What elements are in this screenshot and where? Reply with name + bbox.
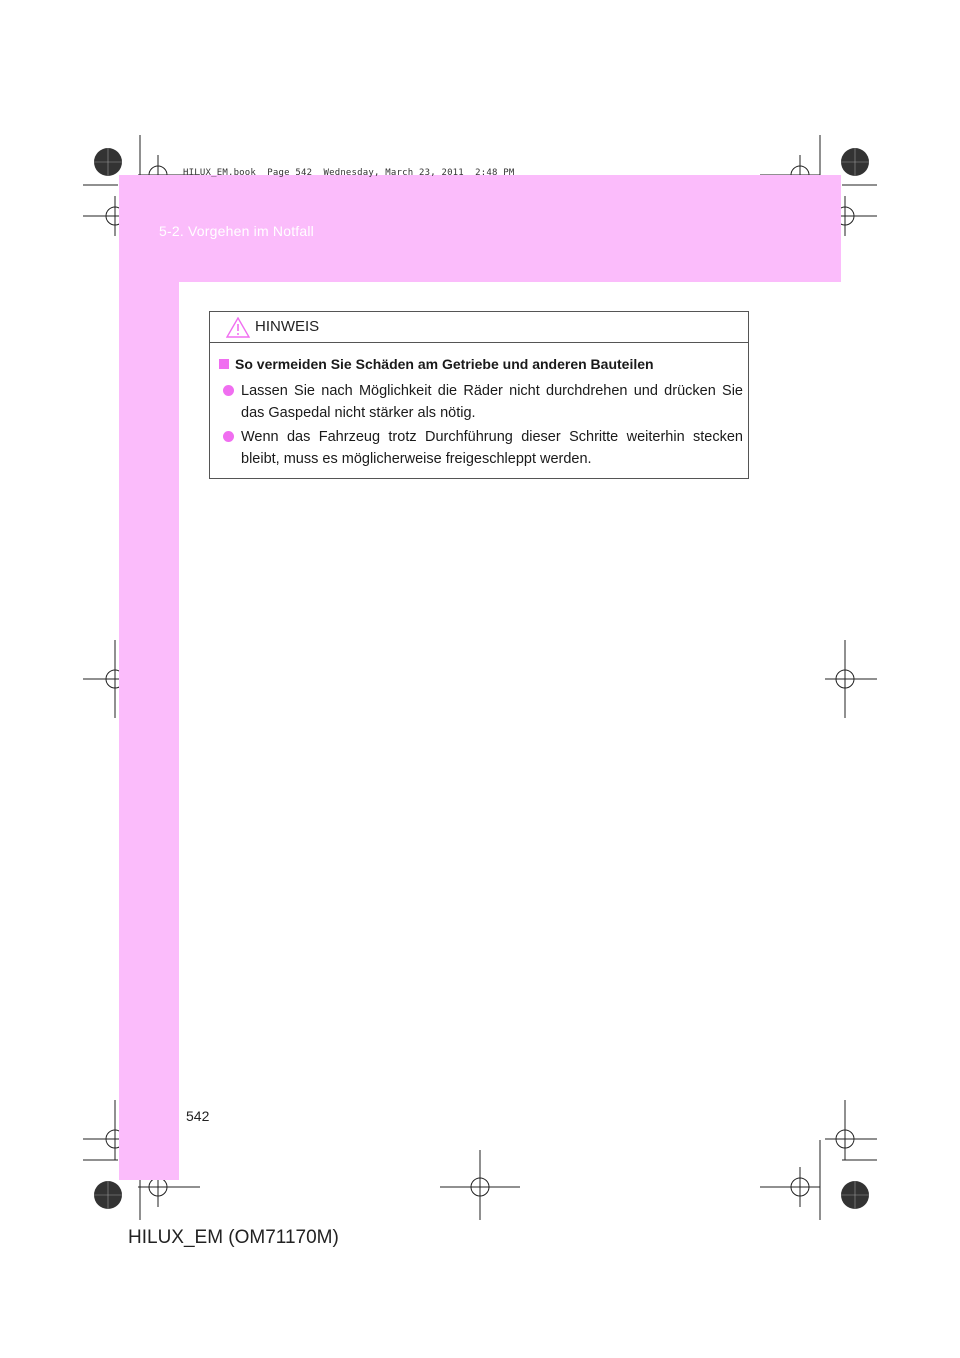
notice-box [209, 311, 749, 479]
round-bullet-icon [223, 431, 234, 442]
page-number: 542 [186, 1108, 210, 1124]
list-item-text: Lassen Sie nach Möglichkeit die Räder nicht durchdrehen und drücken Sie das Gaspedal nicht stärker als nötig. [241, 383, 743, 421]
square-bullet-icon [219, 359, 229, 369]
notice-title: HINWEIS [255, 318, 320, 335]
round-bullet-icon [223, 385, 234, 396]
list-item-text: Wenn das Fahrzeug trotz Durchführung dieser Schritte weiterhin stecken bleibt, muss es möglicherweise freigeschleppt werden. [241, 429, 743, 467]
side-band [119, 282, 179, 1180]
section-title: 5-2. Vorgehen im Notfall [159, 223, 314, 239]
footer-model: HILUX_EM (OM71170M) [128, 1227, 339, 1248]
warning-triangle-icon [226, 317, 250, 338]
notice-subtitle [219, 356, 654, 372]
notice-header [210, 312, 748, 343]
list-item [223, 380, 743, 424]
list-item [223, 426, 743, 470]
notice-subtitle-text: So vermeiden Sie Schäden am Getriebe und anderen Bauteilen [235, 356, 654, 372]
book-stamp: HILUX_EM.book Page 542 Wednesday, March 23, 2011 2:48 PM [183, 168, 515, 178]
